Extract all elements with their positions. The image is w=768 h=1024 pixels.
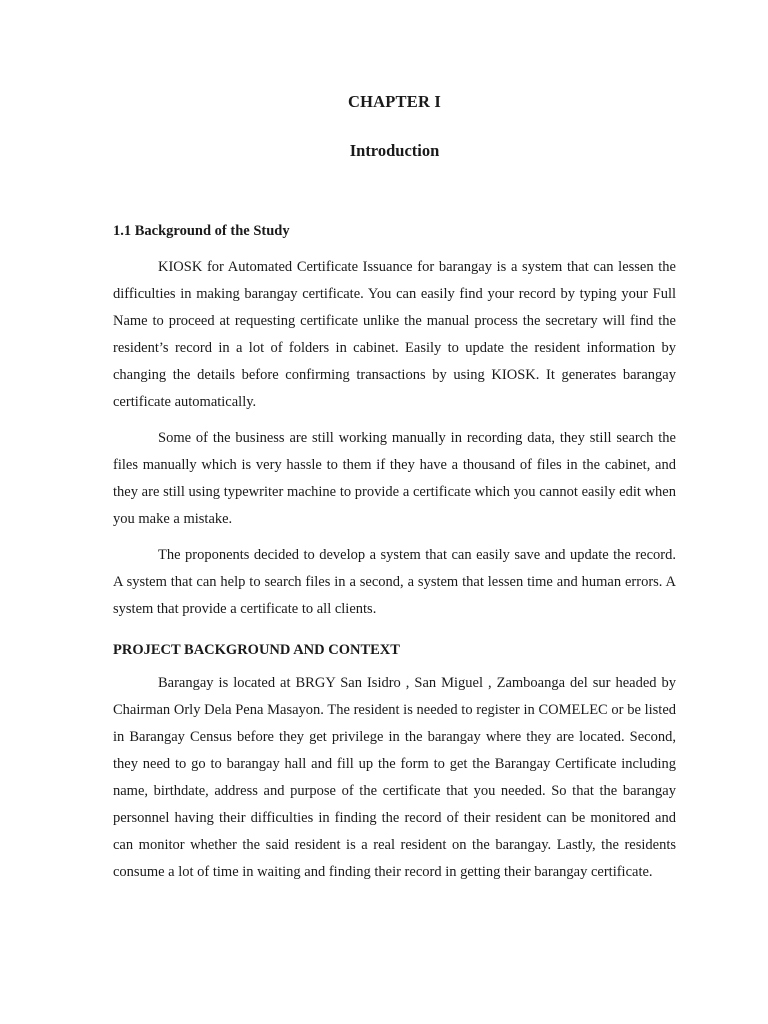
body-paragraph: Some of the business are still working manually in recording data, they still search the files manually which is very hassle to them if they have a thousand of files in the cabinet, and they are still using typewriter machine to provide a certificate which you cannot easily edit when you make a mistake. xyxy=(113,430,676,527)
chapter-title: CHAPTER I xyxy=(347,92,442,111)
chapter-subtitle: Introduction xyxy=(349,141,440,160)
project-paragraph: Barangay is located at BRGY San Isidro , San Miguel , Zamboanga del sur headed by Chairman Orly Dela Pena Masayon. The resident is needed to register in COMELEC or be listed in Barangay Census before they get privilege in the barangay where they are located. Second, they need to go to barangay hall and fill up the form to get the Barangay Certificate including name, birthdate, address and purpose of the certificate that you needed. So that the barangay personnel having their difficulties in finding the record of their resident can be monitored and can monitor whether the said resident is a real resident on the barangay. Lastly, the residents consume a lot of time in waiting and finding their record in getting their barangay certificate. xyxy=(113,675,676,880)
section-heading: 1.1 Background of the Study xyxy=(113,223,290,239)
project-heading: PROJECT BACKGROUND AND CONTEXT xyxy=(113,642,400,658)
body-paragraph: KIOSK for Automated Certificate Issuance for barangay is a system that can lessen the difficulties in making barangay certificate. You can easily find your record by typing your Full Name to proceed at requesting certificate unlike the manual process the secretary will find the resident’s record in a lot of folders in cabinet. Easily to update the resident information by changing the details before confirming transactions by using KIOSK. It generates barangay certificate automatically. xyxy=(113,259,676,410)
body-paragraph: The proponents decided to develop a system that can easily save and update the record. A system that can help to search files in a second, a system that lessen time and human errors. A system that provide a certificate to all clients. xyxy=(113,547,676,617)
